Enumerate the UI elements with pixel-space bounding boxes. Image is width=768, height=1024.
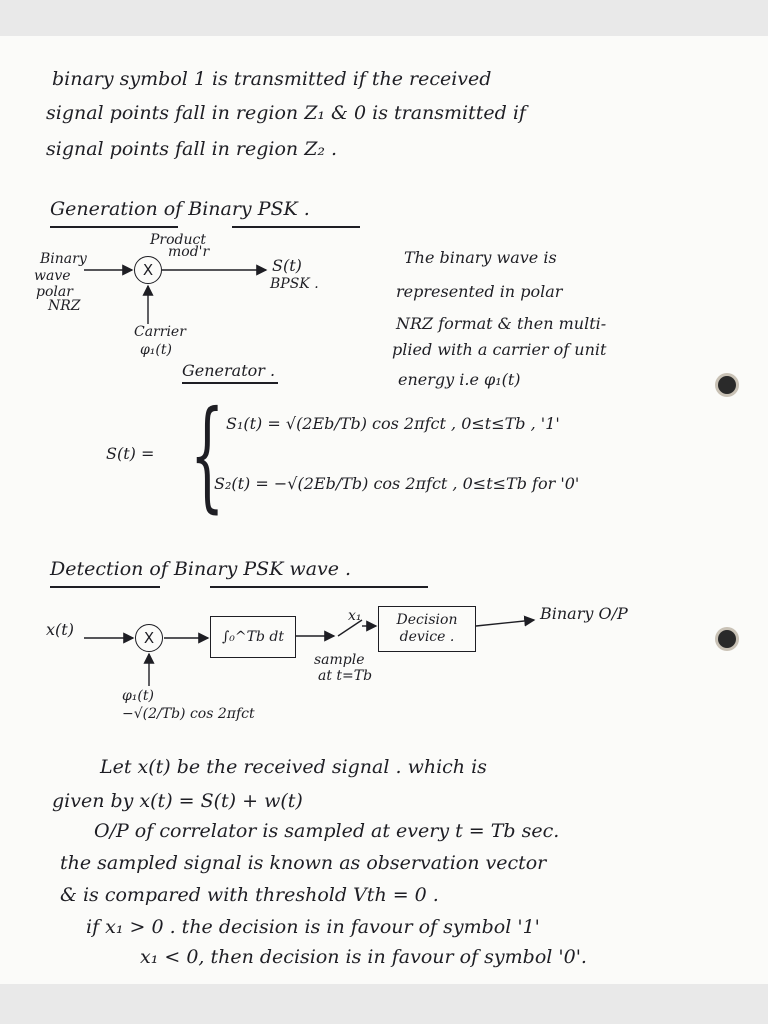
gen-input-label-3: polar [36, 284, 73, 300]
generation-heading: Generation of Binary PSK . [50, 198, 310, 220]
det-reference-label-2: −√(2/Tb) cos 2πfct [122, 706, 255, 722]
body-line-5: & is compared with threshold Vth = 0 . [60, 884, 439, 906]
det-integrator: ∫₀^Tb dt [210, 616, 296, 658]
det-decision-label-2: device . [399, 629, 455, 645]
gen-multiplier: X [134, 256, 162, 284]
det-reference-label-1: φ₁(t) [122, 688, 154, 704]
det-sample-value: x₁ [348, 608, 362, 624]
body-line-2: given by x(t) = S(t) + w(t) [52, 790, 303, 812]
gen-carrier-label-2: φ₁(t) [140, 342, 172, 358]
intro-line-3: signal points fall in region Z₂ . [46, 138, 338, 160]
body-line-3: O/P of correlator is sampled at every t = Tb sec. [94, 820, 560, 842]
equation-brace: { [190, 386, 225, 525]
body-line-6: if x₁ > 0 . the decision is in favour of symbol '1' [86, 916, 540, 938]
gen-explanation-1: The binary wave is [404, 248, 557, 267]
intro-line-2: signal points fall in region Z₁ & 0 is transmitted if [46, 102, 526, 124]
body-line-4: the sampled signal is known as observation vector [60, 852, 547, 874]
gen-modulator-label-2: mod'r [168, 244, 210, 260]
det-sample-label-1: sample [314, 652, 365, 668]
det-sample-label-2: at t=Tb [318, 668, 373, 684]
body-line-1: Let x(t) be the received signal . which is [100, 756, 487, 778]
equation-lhs: S(t) = [106, 444, 155, 463]
body-line-7: x₁ < 0, then decision is in favour of symbol '0'. [140, 946, 587, 968]
gen-input-label-1: Binary [40, 251, 87, 267]
equation-case-1: S₁(t) = √(2Eb/Tb) cos 2πfct , 0≤t≤Tb , '1' [226, 414, 560, 433]
det-decision-label-1: Decision [396, 612, 458, 628]
gen-caption: Generator . [182, 361, 276, 380]
det-multiplier: X [135, 624, 163, 652]
gen-explanation-3: NRZ format & then multi- [396, 314, 607, 333]
gen-carrier-label-1: Carrier [134, 324, 186, 340]
intro-line-1: binary symbol 1 is transmitted if the received [52, 68, 492, 90]
det-output-label: Binary O/P [540, 604, 628, 623]
gen-explanation-4: plied with a carrier of unit [392, 340, 607, 359]
equation-case-2: S₂(t) = −√(2Eb/Tb) cos 2πfct , 0≤t≤Tb for '0' [214, 474, 580, 493]
gen-output-label-1: S(t) [272, 256, 302, 275]
gen-explanation-5: energy i.e φ₁(t) [398, 370, 521, 389]
gen-output-label-2: BPSK . [270, 276, 319, 292]
notebook-page [0, 36, 768, 984]
gen-explanation-2: represented in polar [396, 282, 563, 301]
gen-modulator-label-1: Product [150, 232, 206, 248]
gen-input-label-4: NRZ [48, 298, 81, 314]
gen-input-label-2: wave [34, 268, 71, 284]
detection-heading: Detection of Binary PSK wave . [50, 558, 352, 580]
det-input-label: x(t) [46, 620, 74, 639]
